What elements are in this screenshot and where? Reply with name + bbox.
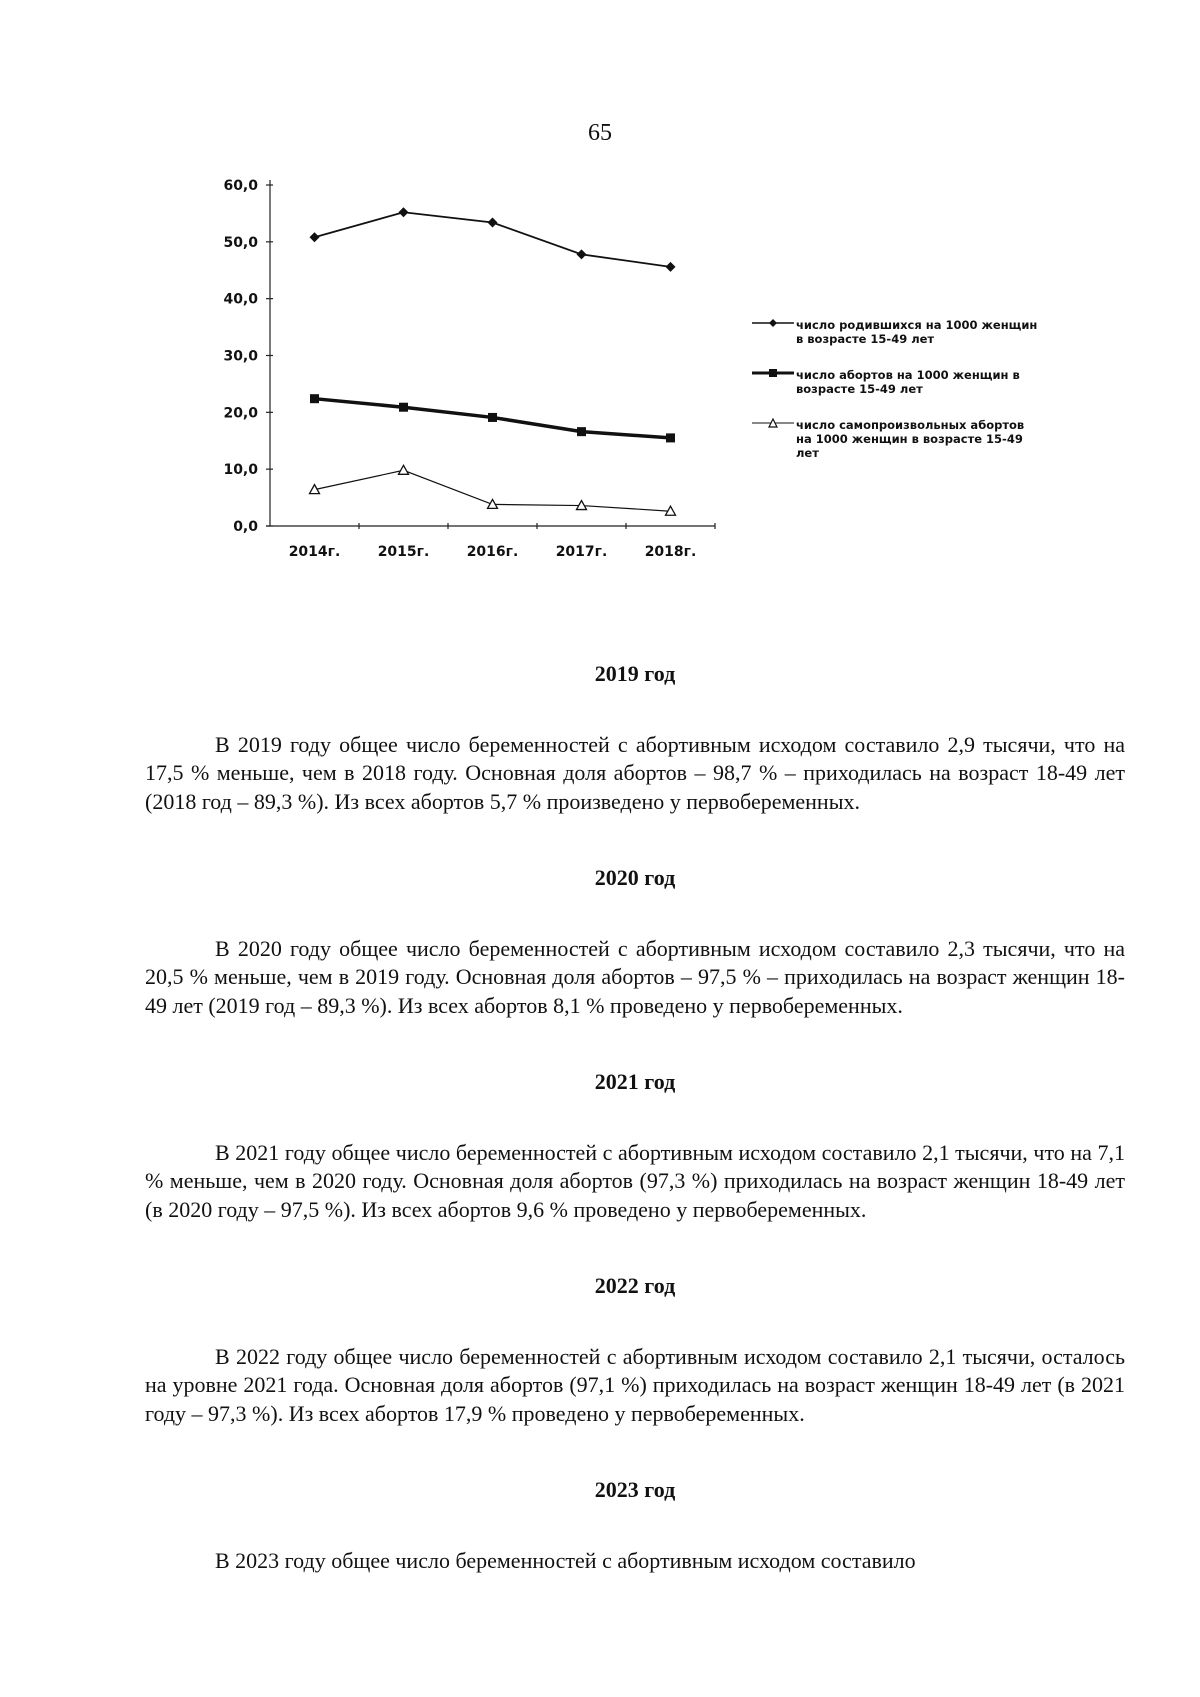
section-heading: 2020 год xyxy=(594,865,676,890)
data-point xyxy=(666,433,675,442)
legend-label-abortions: число абортов на 1000 женщин в возрасте 15-49 лет xyxy=(796,368,1020,396)
series-miscarriages xyxy=(310,465,676,515)
data-point xyxy=(310,394,319,403)
y-tick-label: 50,0 xyxy=(223,234,258,251)
section-heading: 2019 год xyxy=(594,661,676,686)
legend-item-births xyxy=(752,318,1042,346)
y-tick-label: 0,0 xyxy=(233,519,258,535)
page-number: 65 xyxy=(588,120,612,146)
section-paragraph: В 2021 году общее число беременностей с абортивным исходом составило 2,1 тысячи, что на 7,1 % меньше, чем в 2020 году. Основная доля абортов (97,3 %) приходилась на возраст женщин 18-49 лет (в 2020 году – 97,5 %). Из всех абортов 9,6 % проведено у первобеременных. xyxy=(145,1139,1125,1222)
x-tick-label: 2018г. xyxy=(644,544,697,560)
legend-item-abortions xyxy=(752,368,1042,396)
data-point xyxy=(399,207,409,217)
section-heading: 2022 год xyxy=(594,1273,676,1298)
data-point xyxy=(310,232,320,242)
y-axis xyxy=(223,178,273,535)
data-point xyxy=(666,262,676,272)
section-paragraph: В 2020 году общее число беременностей с абортивным исходом составило 2,3 тысячи, что на 20,5 % меньше, чем в 2019 году. Основная доля абортов – 97,5 % – приходилась на возраст женщин 18-49 лет (2019 год – 89,3 %). Из всех абортов 8,1 % проведено у первобеременных. xyxy=(145,935,1125,1018)
data-point xyxy=(399,465,409,474)
data-point xyxy=(488,218,498,228)
chart-legend xyxy=(752,318,1042,482)
series-layer xyxy=(310,207,676,515)
y-tick-label: 10,0 xyxy=(223,462,258,479)
data-point xyxy=(577,249,587,259)
section-2022 xyxy=(145,1272,1125,1428)
legend-square-line-icon xyxy=(752,368,794,378)
section-2020 xyxy=(145,864,1125,1020)
section-2023 xyxy=(145,1476,1125,1575)
legend-label-births: число родившихся на 1000 женщин в возрасте 15-49 лет xyxy=(796,318,1038,346)
y-tick-label: 40,0 xyxy=(223,291,258,308)
x-tick-label: 2015г. xyxy=(377,544,430,560)
section-2019 xyxy=(145,660,1125,816)
section-paragraph: В 2022 году общее число беременностей с абортивным исходом составило 2,1 тысячи, осталось на уровне 2021 года. Основная доля абортов (97,1 %) приходилась на возраст женщин 18-49 лет (в 2021 году – 97,3 %). Из всех абортов 17,9 % проведено у первобеременных. xyxy=(145,1343,1125,1426)
x-tick-label: 2016г. xyxy=(466,544,519,560)
legend-triangle-line-icon xyxy=(752,418,794,428)
section-heading: 2021 год xyxy=(594,1069,676,1094)
x-tick-label: 2017г. xyxy=(555,544,608,560)
x-tick-label: 2014г. xyxy=(288,544,341,560)
legend-diamond-line-icon xyxy=(752,318,794,328)
y-tick-label: 30,0 xyxy=(223,348,258,365)
data-point xyxy=(577,427,586,436)
data-point xyxy=(399,403,408,412)
series-births xyxy=(310,207,676,272)
legend-label-miscarriages: число самопроизвольных абортов на 1000 женщин в возрасте 15-49 лет xyxy=(796,418,1025,460)
y-tick-label: 60,0 xyxy=(223,178,258,194)
section-2021 xyxy=(145,1068,1125,1224)
legend-item-miscarriages xyxy=(752,418,1042,460)
document-body xyxy=(145,660,1125,1623)
section-paragraph: В 2019 году общее число беременностей с абортивным исходом составило 2,9 тысячи, что на 17,5 % меньше, чем в 2018 году. Основная доля абортов – 98,7 % – приходилась на возраст 18-49 лет (2018 год – 89,3 %). Из всех абортов 5,7 % произведено у первобеременных. xyxy=(145,731,1125,814)
x-axis xyxy=(266,523,715,560)
line-chart xyxy=(200,160,760,610)
data-point xyxy=(488,413,497,422)
y-tick-label: 20,0 xyxy=(223,405,258,422)
section-paragraph: В 2023 году общее число беременностей с абортивным исходом составило xyxy=(215,1547,916,1573)
series-abortions xyxy=(310,394,675,442)
section-heading: 2023 год xyxy=(594,1477,676,1502)
